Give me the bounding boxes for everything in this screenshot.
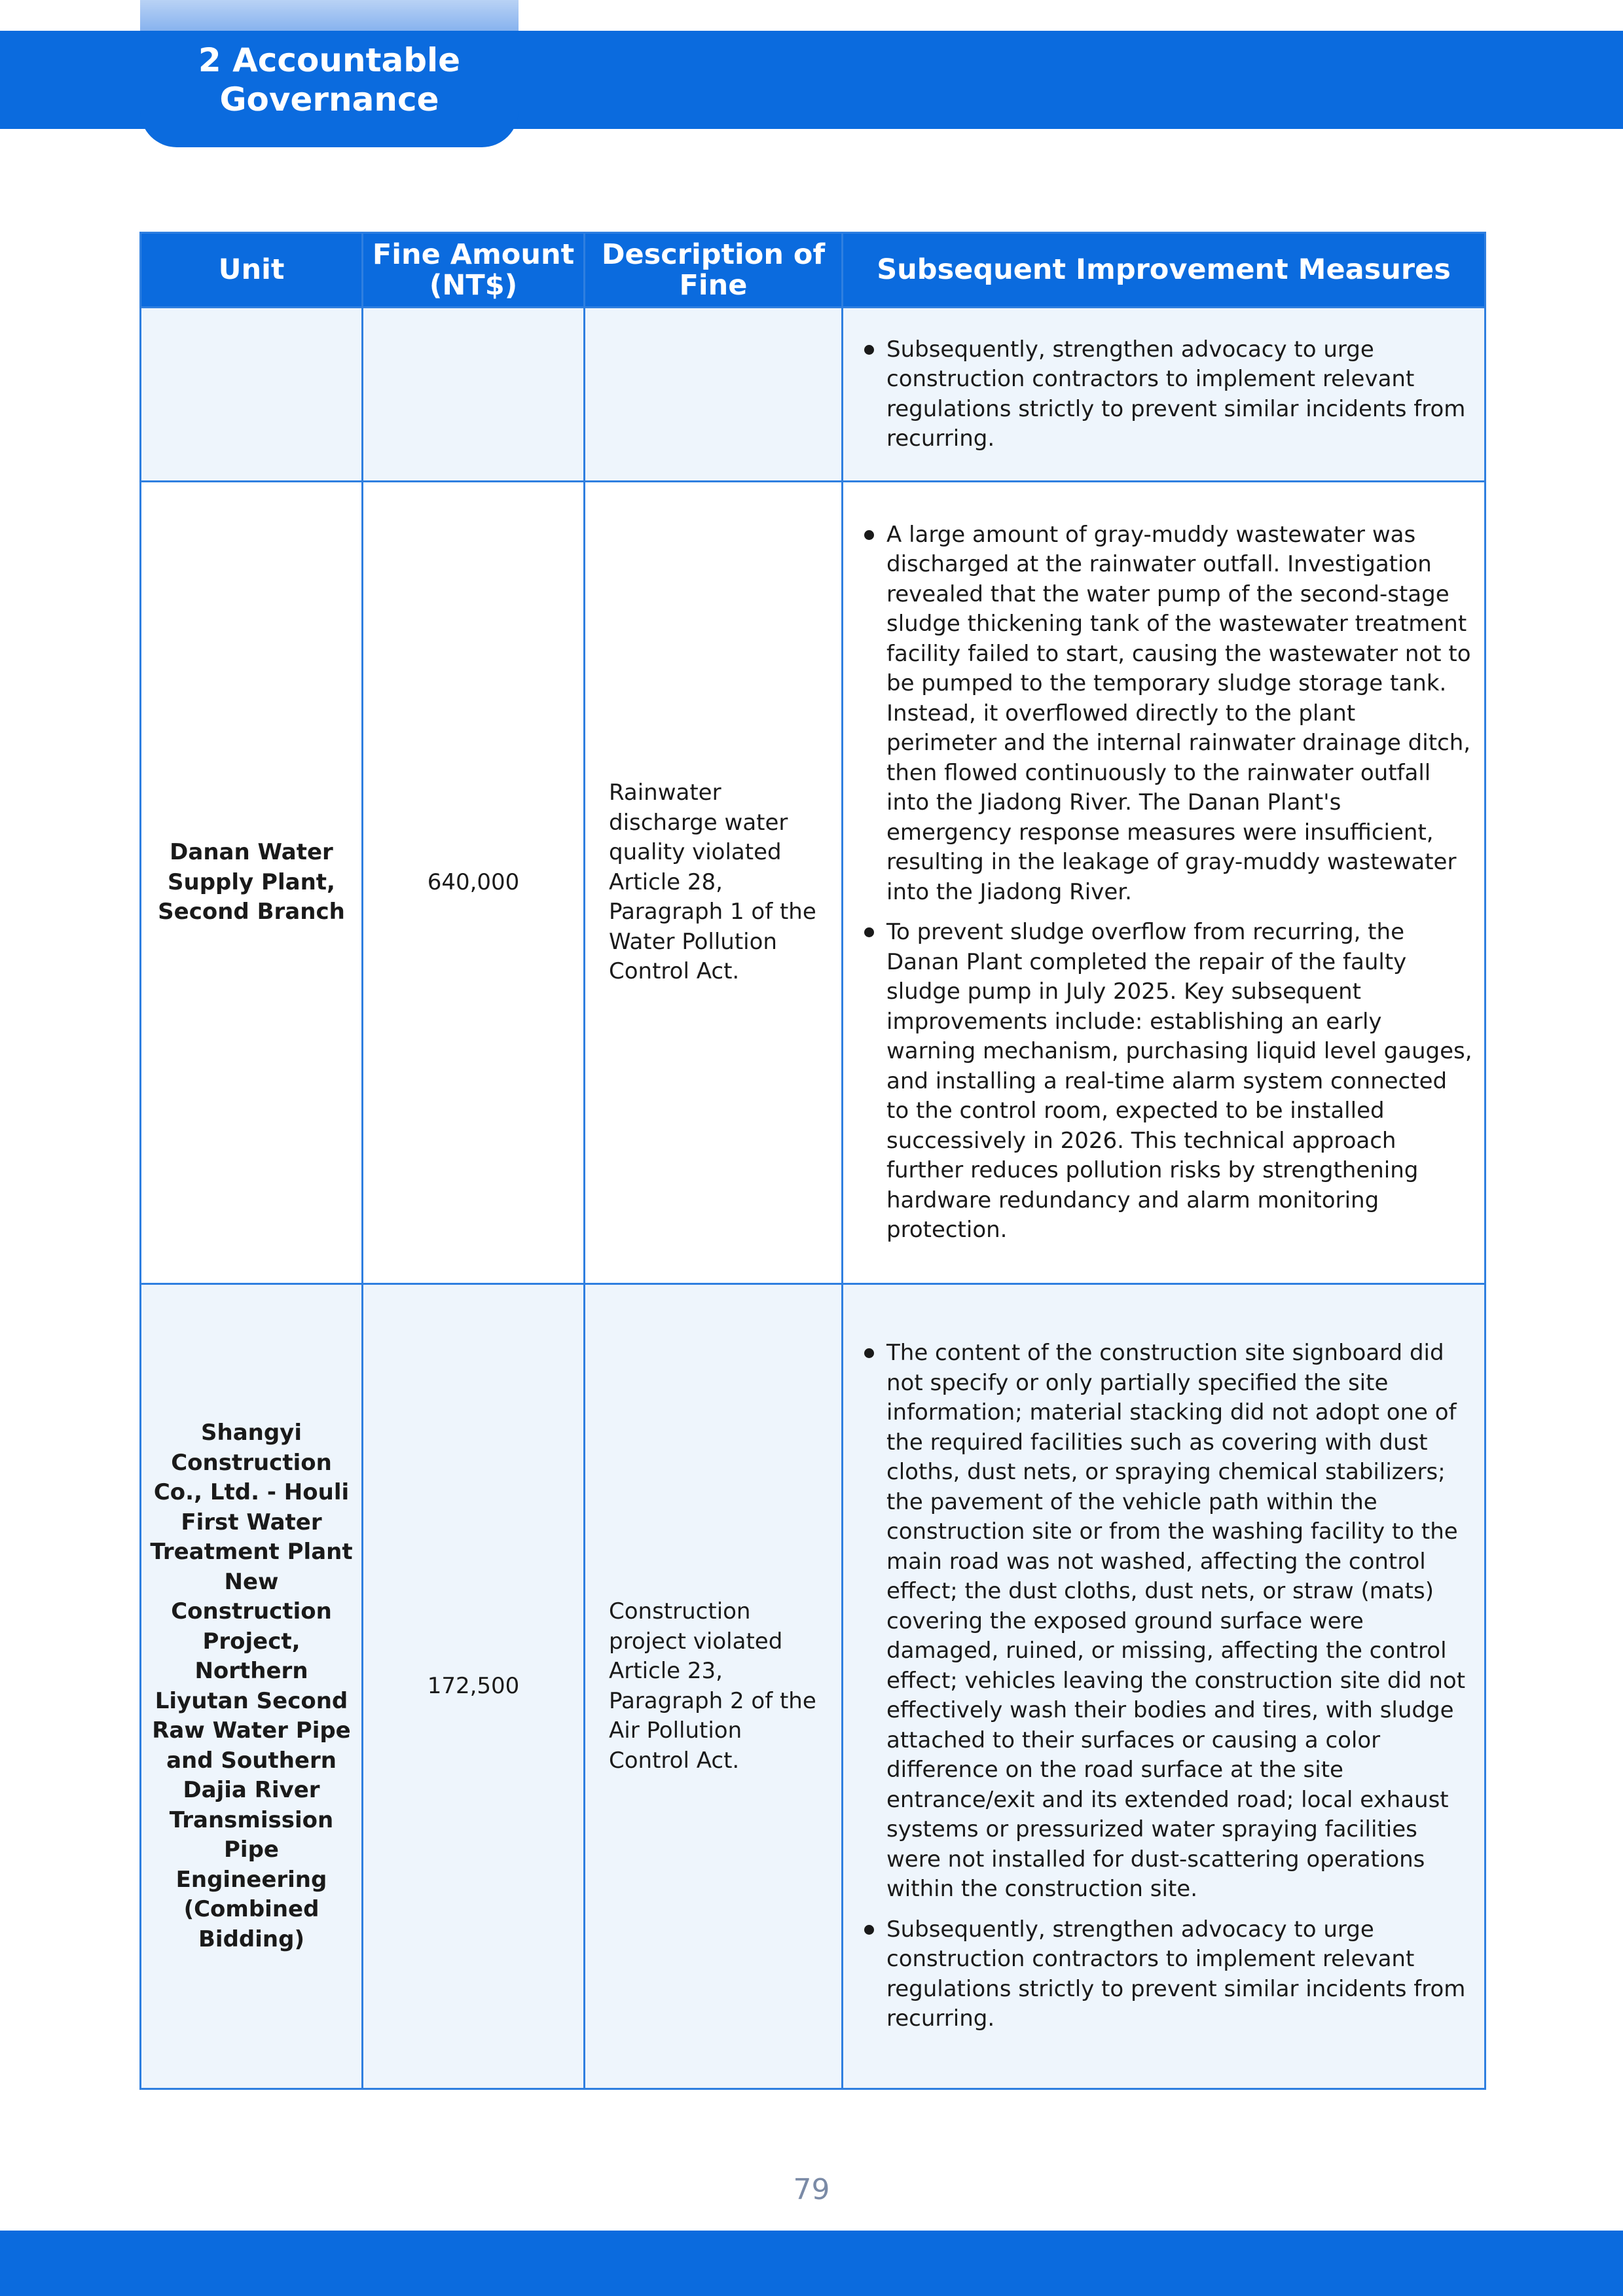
fine-amount-cell: [363, 308, 585, 482]
table-row: [141, 308, 1486, 482]
page-number: 79: [793, 2173, 830, 2206]
column-header-unit: Unit: [141, 233, 363, 308]
section-title: 2 Accountable Governance: [198, 41, 461, 118]
measures-cell: [843, 482, 1486, 1284]
description-cell: [585, 308, 843, 482]
fine-amount-cell: 640,000: [363, 482, 585, 1284]
table-header-row: [141, 233, 1486, 308]
unit-cell: [141, 308, 363, 482]
measure-item: A large amount of gray-muddy wastewater was discharged at the rainwater outfall. Investigation revealed that the water pump of the second-stage sludge thickening tank of the wastewater treatment facility failed to start, causing the wastewater not to be pumped to the temporary sludge storage tank. Instead, it overflowed directly to the plant perimeter and the internal rainwater drainage ditch, then flowed continuously to the rainwater outfall into the Jiadong River. The Danan Plant's emergency response measures were insufficient, resulting in the leakage of gray-muddy wastewater into the Jiadong River.: [886, 520, 1472, 908]
fines-table: [139, 232, 1486, 2090]
measure-item: Subsequently, strengthen advocacy to urge construction contractors to implement relevant regulations strictly to prevent similar incidents from recurring.: [886, 335, 1472, 454]
description-cell: Rainwater discharge water quality violated Article 28, Paragraph 1 of the Water Pollution Control Act.: [585, 482, 843, 1284]
description-cell: Construction project violated Article 23, Paragraph 2 of the Air Pollution Control Act.: [585, 1284, 843, 2089]
measures-cell: [843, 308, 1486, 482]
measures-cell: [843, 1284, 1486, 2089]
column-header-measures: Subsequent Improvement Measures: [843, 233, 1486, 308]
column-header-fine-amount: Fine Amount (NT$): [363, 233, 585, 308]
header-tab-highlight: [140, 0, 519, 33]
measure-item: Subsequently, strengthen advocacy to urge construction contractors to implement relevant regulations strictly to prevent similar incidents from recurring.: [886, 1915, 1472, 2034]
table-row: [141, 1284, 1486, 2089]
footer-band: [0, 2231, 1623, 2296]
measure-item: The content of the construction site signboard did not specify or only partially specified the site information; material stacking did not adopt one of the required facilities such as covering with dust cloths, dust nets, or spraying chemical stabilizers; the pavement of the vehicle path within the construction site or from the washing facility to the main road was not washed, affecting the control effect; the dust cloths, dust nets, or straw (mats) covering the exposed ground surface were damaged, ruined, or missing, affecting the control effect; vehicles leaving the construction site did not effectively wash their bodies and tires, with sludge attached to their surfaces or causing a color difference on the road surface at the site entrance/exit and its extended road; local exhaust systems or pressurized water spraying facilities were not installed for dust-scattering operations within the construction site.: [886, 1338, 1472, 1905]
measures-list: [863, 1338, 1472, 2034]
table-row: [141, 482, 1486, 1284]
measure-item: To prevent sludge overflow from recurring, the Danan Plant completed the repair of the faulty sludge pump in July 2025. Key subsequent improvements include: establishing an early warning mechanism, purchasing liquid level gauges, and installing a real-time alarm system connected to the control room, expected to be installed successively in 2026. This technical approach further reduces pollution risks by strengthening hardware redundancy and alarm monitoring protection.: [886, 918, 1472, 1246]
measures-list: [863, 520, 1472, 1246]
column-header-description: Description of Fine: [585, 233, 843, 308]
fine-amount-cell: 172,500: [363, 1284, 585, 2089]
unit-cell: Shangyi Construction Co., Ltd. - Houli First Water Treatment Plant New Construction Project, Northern Liyutan Second Raw Water Pipe and Southern Dajia River Transmission Pipe Engineering (Combined Bidding): [141, 1284, 363, 2089]
unit-cell: Danan Water Supply Plant, Second Branch: [141, 482, 363, 1284]
measures-list: [863, 335, 1472, 454]
